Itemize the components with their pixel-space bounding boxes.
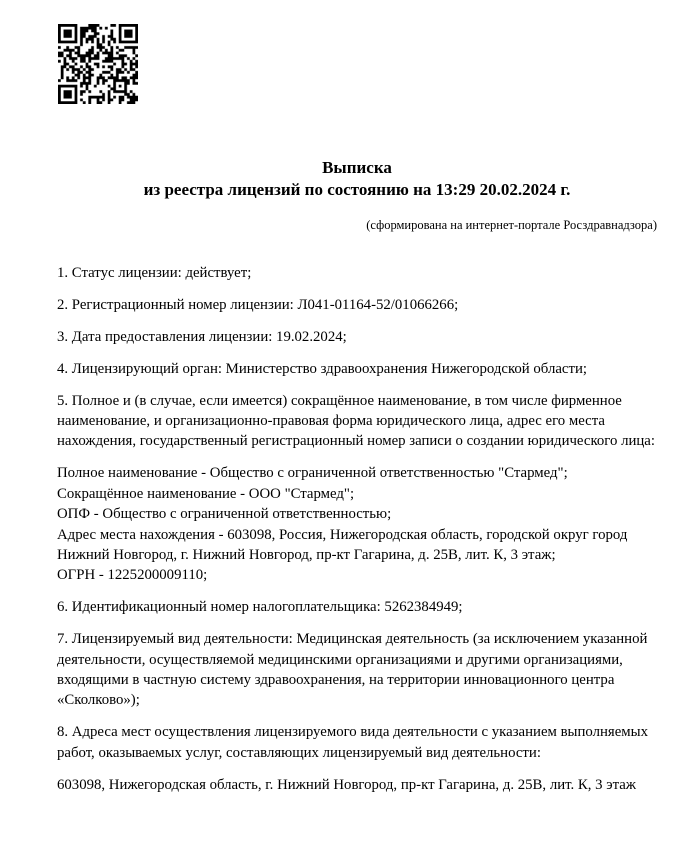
document-paragraph: [57, 295, 667, 315]
document-subtitle: (сформирована на интернет-портале Росздравнадзора): [366, 218, 657, 232]
document-title: [57, 157, 657, 200]
document-paragraph-line: 603098, Нижегородская область, г. Нижний Новгород, пр-кт Гагарина, д. 25В, лит. К, 3 этаж: [57, 776, 637, 793]
document-paragraph-line: ОГРН - 1225200009110;: [57, 567, 208, 584]
document-paragraph-line: наименование, и организационно-правовая форма юридического лица, адрес его места: [57, 413, 605, 430]
document-paragraph-line: 5. Полное и (в случае, если имеется) сокращённое наименование, в том числе фирменное: [57, 392, 622, 409]
document-paragraph-line: ОПФ - Общество с ограниченной ответственностью;: [57, 506, 392, 523]
document-paragraph-line: Сокращённое наименование - ООО "Стармед";: [57, 485, 355, 502]
document-paragraph: [57, 391, 667, 452]
document-title-line1: Выписка: [322, 158, 392, 177]
document-paragraph-line: входящими в частную систему здравоохранения, на территории инновационного центра: [57, 672, 615, 688]
document-paragraph-line: деятельности, осуществляемой медицинскими организациями и другими организациями,: [57, 651, 623, 668]
document-paragraph: [57, 597, 667, 617]
document-paragraph: [57, 775, 667, 795]
document-paragraph-line: Полное наименование - Общество с ограниченной ответственностью "Стармед";: [57, 465, 568, 482]
document-paragraph-line: Адрес места нахождения - 603098, Россия, Нижегородская область, городской округ город: [57, 526, 628, 543]
document-paragraph: [57, 463, 667, 585]
document-paragraph-line: 6. Идентификационный номер налогоплательщика: 5262384949;: [57, 599, 463, 616]
document-paragraph-line: 8. Адреса мест осуществления лицензируемого вида деятельности с указанием выполняемых: [57, 724, 649, 741]
document-paragraph-line: 7. Лицензируемый вид деятельности: Медицинская деятельность (за исключением указанной: [57, 631, 648, 648]
document-paragraph-line: 1. Статус лицензии: действует;: [57, 265, 252, 281]
document-paragraph: [57, 327, 667, 347]
document-title-line2: из реестра лицензий по состоянию на 13:29 20.02.2024 г.: [143, 179, 571, 199]
document-paragraph-line: 4. Лицензирующий орган: Министерство здравоохранения Нижегородской области;: [57, 360, 587, 377]
document-paragraph-line: Нижний Новгород, г. Нижний Новгород, пр-кт Гагарина, д. 25В, лит. К, 3 этаж;: [57, 546, 556, 563]
document-paragraph: [57, 263, 667, 283]
document-paragraph-line: 2. Регистрационный номер лицензии: Л041-01164-52/01066266;: [57, 296, 459, 313]
document-paragraph-line: работ, оказываемых услуг, составляющих лицензируемый вид деятельности:: [57, 744, 541, 761]
document-paragraph-line: нахождения, государственный регистрационный номер записи о создании юридического лица:: [57, 433, 655, 450]
document-paragraph-line: 3. Дата предоставления лицензии: 19.02.2024;: [57, 328, 347, 345]
document-paragraph: [57, 359, 667, 379]
document-paragraph: [57, 722, 667, 763]
document-body: [57, 263, 667, 807]
qr-code-icon: [58, 24, 138, 104]
document-paragraph-line: «Сколково»);: [57, 692, 140, 709]
document-paragraph: [57, 629, 667, 711]
